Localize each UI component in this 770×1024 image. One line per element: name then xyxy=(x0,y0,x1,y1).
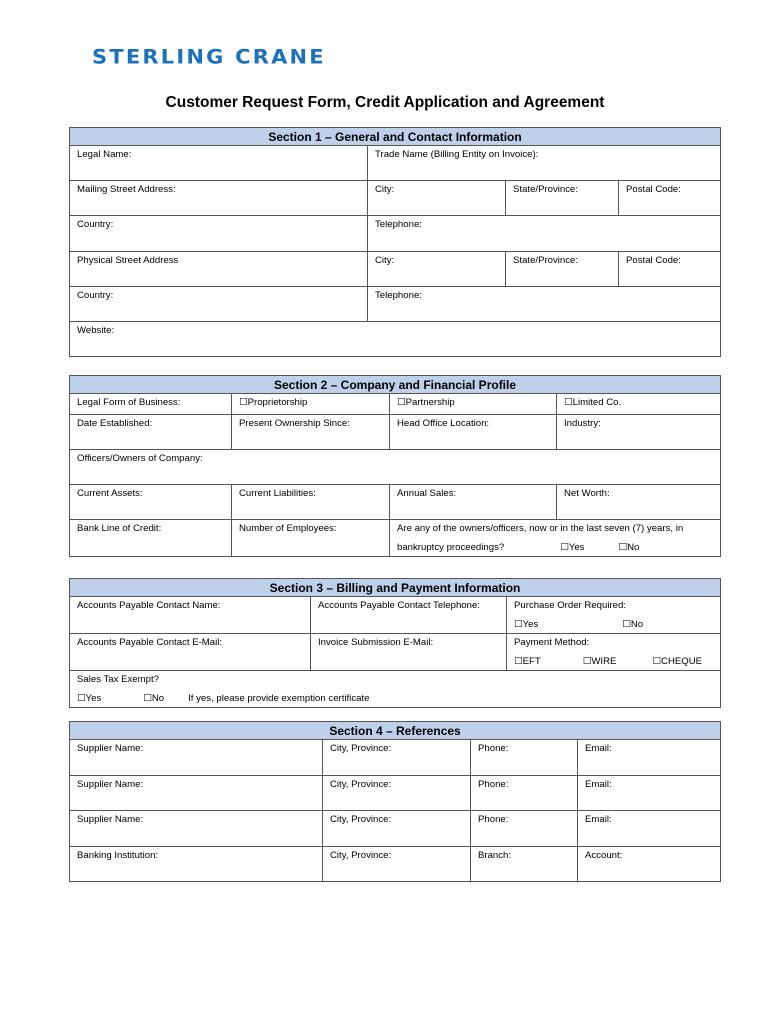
reference-name-field[interactable]: Supplier Name: xyxy=(70,776,323,811)
physical-city-field[interactable]: City: xyxy=(368,252,506,287)
mailing-street-field[interactable]: Mailing Street Address: xyxy=(70,181,368,216)
sales-tax-field: Sales Tax Exempt? ☐Yes ☐No If yes, please provide exemption certificate xyxy=(70,671,721,708)
mailing-city-field[interactable]: City: xyxy=(368,181,506,216)
proprietorship-option[interactable]: ☐Proprietorship xyxy=(232,394,390,415)
mailing-postal-field[interactable]: Postal Code: xyxy=(619,181,721,216)
bank-branch-field[interactable]: Branch: xyxy=(471,847,578,882)
reference-email-field[interactable]: Email: xyxy=(578,740,721,776)
physical-postal-field[interactable]: Postal Code: xyxy=(619,252,721,287)
annual-sales-field[interactable]: Annual Sales: xyxy=(390,485,557,520)
physical-country-field[interactable]: Country: xyxy=(70,287,368,322)
reference-city-field[interactable]: City, Province: xyxy=(323,811,471,847)
industry-field[interactable]: Industry: xyxy=(557,415,721,450)
po-required-field: Purchase Order Required: ☐Yes ☐No xyxy=(507,597,721,634)
mailing-telephone-field[interactable]: Telephone: xyxy=(368,216,721,252)
invoice-email-field[interactable]: Invoice Submission E-Mail: xyxy=(311,634,507,671)
reference-email-field[interactable]: Email: xyxy=(578,811,721,847)
banking-institution-field[interactable]: Banking Institution: xyxy=(70,847,323,882)
section-2-title: Section 2 – Company and Financial Profile xyxy=(70,376,721,394)
partnership-option[interactable]: ☐Partnership xyxy=(390,394,557,415)
ap-contact-phone-field[interactable]: Accounts Payable Contact Telephone: xyxy=(311,597,507,634)
reference-row xyxy=(70,740,721,776)
reference-name-field[interactable]: Supplier Name: xyxy=(70,811,323,847)
section-3-billing-payment xyxy=(69,578,720,708)
document-title: Customer Request Form, Credit Application and Agreement xyxy=(165,94,605,111)
reference-phone-field[interactable]: Phone: xyxy=(471,811,578,847)
po-yes-checkbox[interactable]: ☐ xyxy=(514,619,523,630)
section-1-general-contact xyxy=(69,127,720,357)
website-field[interactable]: Website: xyxy=(70,322,721,357)
payment-method-field: Payment Method: ☐EFT ☐WIRE ☐CHEQUE xyxy=(507,634,721,671)
wire-checkbox[interactable]: ☐ xyxy=(582,656,592,667)
legal-name-field[interactable]: Legal Name: xyxy=(70,146,368,181)
reference-phone-field[interactable]: Phone: xyxy=(471,740,578,776)
eft-checkbox[interactable]: ☐ xyxy=(514,656,523,667)
present-ownership-field[interactable]: Present Ownership Since: xyxy=(232,415,390,450)
po-no-checkbox[interactable]: ☐ xyxy=(622,619,631,630)
reference-phone-field[interactable]: Phone: xyxy=(471,776,578,811)
checkbox-icon[interactable]: ☐ xyxy=(564,397,573,408)
section-4-title: Section 4 – References xyxy=(70,722,721,740)
tax-no-checkbox[interactable]: ☐ xyxy=(143,693,152,704)
checkbox-icon[interactable]: ☐ xyxy=(397,397,406,408)
current-liabilities-field[interactable]: Current Liabilities: xyxy=(232,485,390,520)
company-logo: STERLING CRANE xyxy=(92,46,326,69)
reference-email-field[interactable]: Email: xyxy=(578,776,721,811)
current-assets-field[interactable]: Current Assets: xyxy=(70,485,232,520)
section-3-title: Section 3 – Billing and Payment Information xyxy=(70,579,721,597)
officers-owners-field[interactable]: Officers/Owners of Company: xyxy=(70,450,721,485)
num-employees-field[interactable]: Number of Employees: xyxy=(232,520,390,557)
trade-name-field[interactable]: Trade Name (Billing Entity on Invoice): xyxy=(368,146,721,181)
section-2-company-financial xyxy=(69,375,720,557)
reference-row xyxy=(70,776,721,811)
bank-line-field[interactable]: Bank Line of Credit: xyxy=(70,520,232,557)
section-4-references xyxy=(69,721,720,882)
bankruptcy-no-checkbox[interactable]: ☐ xyxy=(618,542,628,553)
physical-state-field[interactable]: State/Province: xyxy=(506,252,619,287)
reference-row xyxy=(70,811,721,847)
section-1-title: Section 1 – General and Contact Information xyxy=(70,128,721,146)
net-worth-field[interactable]: Net Worth: xyxy=(557,485,721,520)
bank-city-field[interactable]: City, Province: xyxy=(323,847,471,882)
bank-account-field[interactable]: Account: xyxy=(578,847,721,882)
bankruptcy-yes-checkbox[interactable]: ☐ xyxy=(560,542,569,553)
mailing-country-field[interactable]: Country: xyxy=(70,216,368,252)
limited-co-option[interactable]: ☐Limited Co. xyxy=(557,394,721,415)
mailing-state-field[interactable]: State/Province: xyxy=(506,181,619,216)
reference-row-bank xyxy=(70,847,721,882)
reference-city-field[interactable]: City, Province: xyxy=(323,776,471,811)
legal-form-label: Legal Form of Business: xyxy=(70,394,232,415)
reference-name-field[interactable]: Supplier Name: xyxy=(70,740,323,776)
reference-city-field[interactable]: City, Province: xyxy=(323,740,471,776)
date-established-field[interactable]: Date Established: xyxy=(70,415,232,450)
physical-street-field[interactable]: Physical Street Address xyxy=(70,252,368,287)
ap-email-field[interactable]: Accounts Payable Contact E-Mail: xyxy=(70,634,311,671)
bankruptcy-question: Are any of the owners/officers, now or in the last seven (7) years, in bankruptcy proceedings? ☐Yes ☐No xyxy=(390,520,721,557)
tax-yes-checkbox[interactable]: ☐ xyxy=(77,693,86,704)
head-office-field[interactable]: Head Office Location: xyxy=(390,415,557,450)
cheque-checkbox[interactable]: ☐ xyxy=(652,656,662,667)
checkbox-icon[interactable]: ☐ xyxy=(239,397,248,408)
physical-telephone-field[interactable]: Telephone: xyxy=(368,287,721,322)
exemption-note: If yes, please provide exemption certificate xyxy=(188,693,370,704)
ap-contact-name-field[interactable]: Accounts Payable Contact Name: xyxy=(70,597,311,634)
